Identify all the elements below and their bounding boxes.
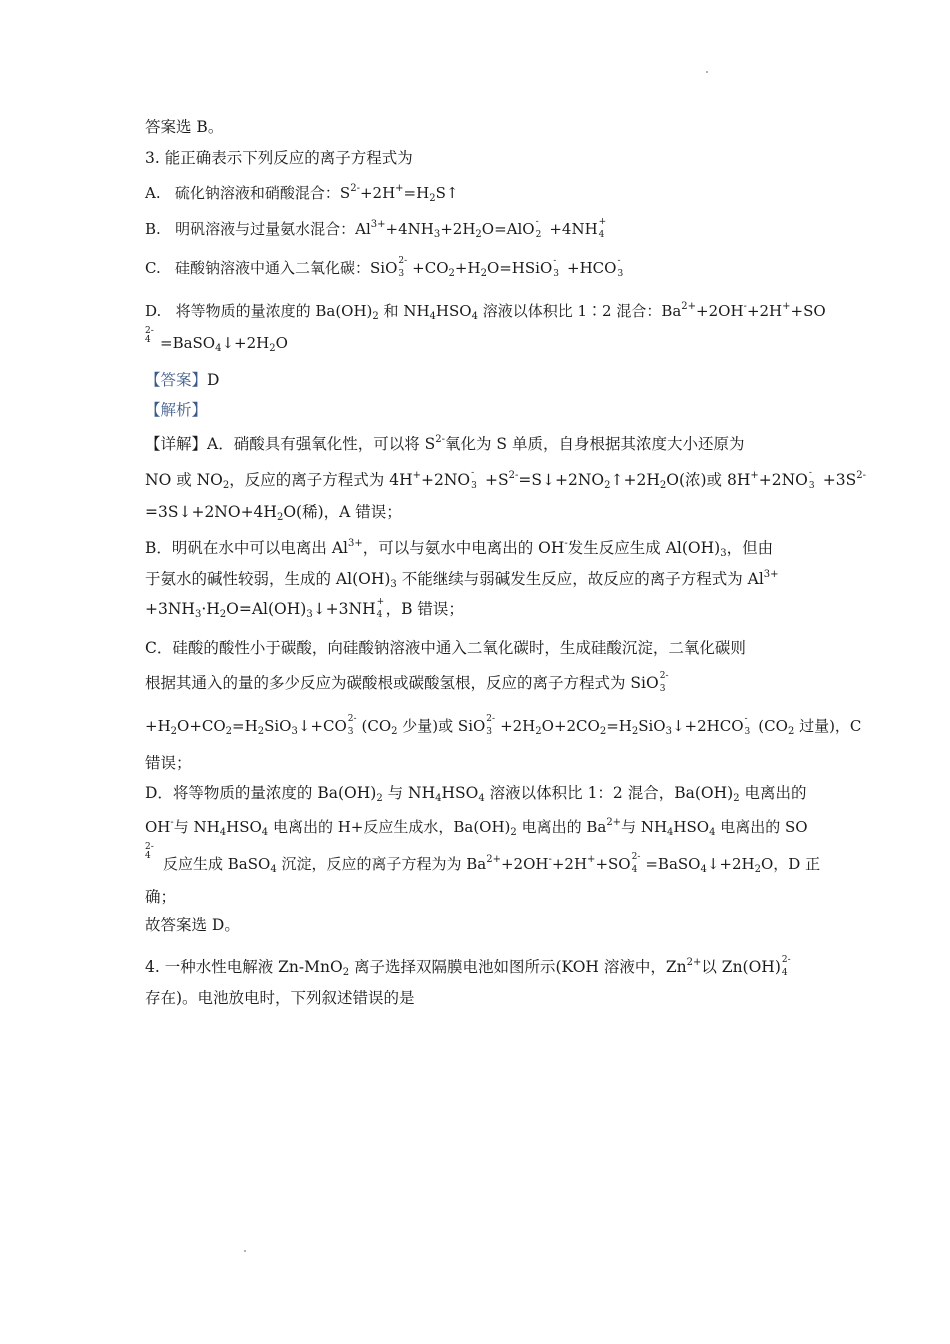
answer-tag: 【答案】	[145, 371, 208, 389]
detail-line-1: 【详解】A．硝酸具有强氧化性，可以将 $S^{2-}$氧化为 S 单质，自身根据其浓度大小还原为	[145, 434, 745, 453]
question-4-title: 4. 一种水性电解液 Zn-MnO$_2$ 离子选择双隔膜电池如图所示(KOH 溶液中，$Zn^{2+}$以 Zn(OH) 2- 4	[145, 955, 791, 978]
detail-line-3: $=3S↓+2NO+4H_2O$(稀)，A 错误；	[145, 503, 402, 523]
detail-line-15: 故答案选 D。	[145, 916, 240, 934]
detail-line-10: 错误；	[145, 754, 192, 772]
detail-line-14: 确；	[145, 888, 177, 906]
option-d-hanging-index: 2- 4	[145, 326, 154, 345]
option-c: C. 硅酸钠溶液中通入二氧化碳：SiO 2- 3 $+CO_2+H_2O=HSiO$ - 3 +HCO - 3	[145, 256, 624, 279]
detail-line-2: NO 或 $NO_2$，反应的离子方程式为 4H++2NO - 3 $+S^{2-}=S↓+2NO_2↑+2H_2O$(浓)或 8H++2NO - 3 $+3S^{2-}$	[145, 468, 867, 491]
detail-line-9: $+H_2O+CO_2=H_2SiO_3↓+CO$ 2- 3 ($CO_2$ 少量)或 SiO 2- 3 $+2H_2O+2CO_2=H_2SiO_3↓+2HCO$ - 3 ($CO_2$ 过量)，C	[145, 714, 862, 737]
answer-line: 【答案】D	[145, 371, 220, 389]
detail-line-13: 反应生成 BaSO$_4$ 沉淀，反应的离子方程为为 $Ba^{2+}+2OH^-+2H^++SO$ 2- 4 $=BaSO_4↓+2H_2O$，D 正	[163, 852, 821, 875]
detail-line-12: OH-与 $NH_4HSO_4$ 电离出的 H+反应生成水，$Ba(OH)_2$ 电离出的 $Ba^{2+}$与 $NH_4HSO_4$ 电离出的 SO	[145, 817, 808, 838]
analysis-line	[145, 400, 810, 420]
previous-answer-line: 答案选 B。	[145, 118, 224, 136]
detail-line-11: D．将等物质的量浓度的 $Ba(OH)_2$ 与 $NH_4HSO_4$ 溶液以体积比 1：2 混合，$Ba(OH)_2$ 电离出的	[145, 784, 807, 804]
detail-line-7: C．硅酸的酸性小于碳酸，向硅酸钠溶液中通入二氧化碳时，生成硅酸沉淀，二氧化碳则	[145, 639, 746, 657]
detail-line-8: 根据其通入的量的多少反应为碳酸根或碳酸氢根，反应的离子方程式为 SiO 2- 3	[145, 671, 669, 694]
detail-line-13-hanging-index: 2- 4	[145, 842, 154, 861]
detail-line-6: $+3NH_3\cdot H_2O=Al(OH)_3↓+3NH$ + 4 ，B 错误；	[145, 597, 464, 620]
option-d-continued: $=BaSO_4↓+2H_2O$	[160, 334, 288, 354]
question-3-title: 3. 能正确表示下列反应的离子方程式为	[145, 149, 413, 167]
detail-line-4: B．明矾在水中可以电离出 $Al^{3+}$，可以与氨水中电离出的 OH-发生反应生成 $Al(OH)_3$，但由	[145, 538, 774, 559]
question-4-continued: 存在)。电池放电时，下列叙述错误的是	[145, 989, 415, 1007]
option-a: A. 硫化钠溶液和硝酸混合：$S^{2-}+2H^+=H_2S↑$	[145, 183, 459, 204]
option-d: D. 将等物质的量浓度的 $Ba(OH)_2$ 和 $NH_4HSO_4$ 溶液以体积比 1∶2 混合：$Ba^{2+}+2OH^-+2H^++SO$	[145, 301, 826, 322]
corner-mark-bottom	[244, 1250, 246, 1252]
detail-line-5: 于氨水的碱性较弱，生成的 $Al(OH)_3$ 不能继续与弱碱发生反应，故反应的离子方程式为 $Al^{3+}$	[145, 569, 779, 590]
corner-mark-top	[706, 71, 708, 73]
option-b: B. 明矾溶液与过量氨水混合：$Al^{3+}+4NH_3+2H_2O=AlO$ - 2 +4NH + 4	[145, 217, 607, 240]
analysis-tag: 【解析】	[145, 401, 208, 419]
